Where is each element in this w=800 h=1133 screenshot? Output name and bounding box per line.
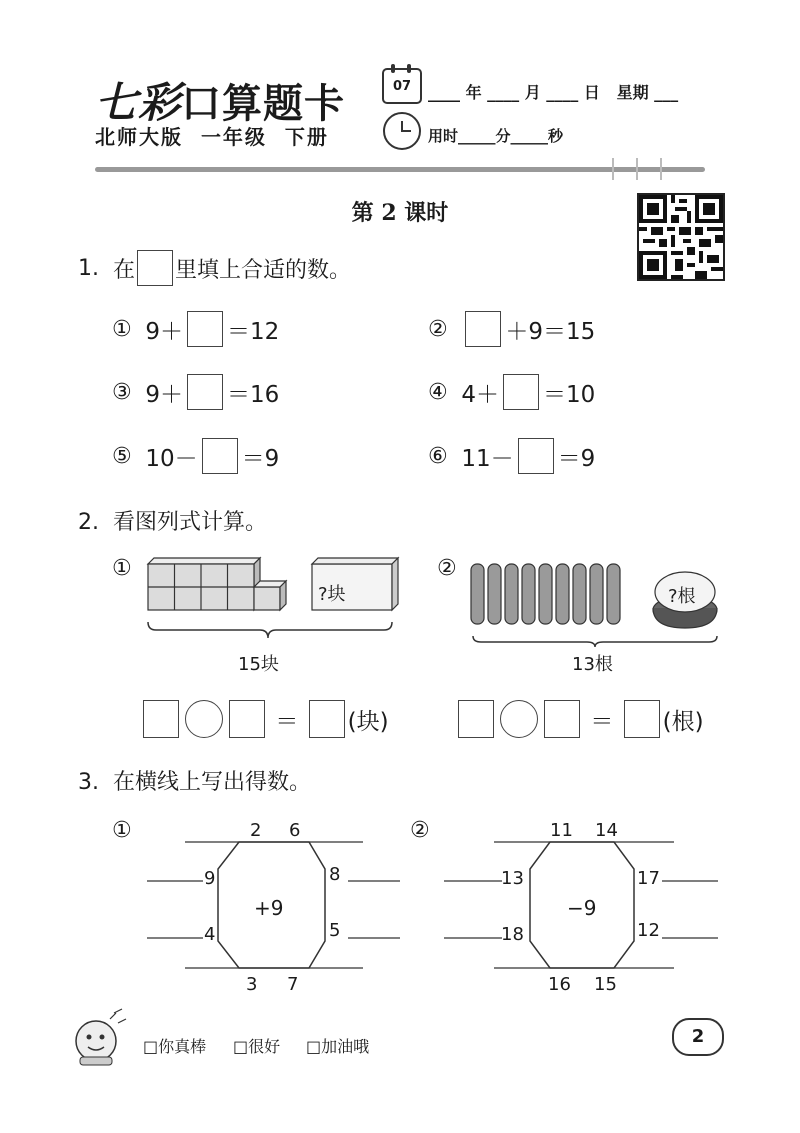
bag-label-sticks: ?根 bbox=[668, 586, 696, 607]
divider-pin bbox=[612, 158, 614, 180]
question-1-title: 1. 在 里填上合适的数。 bbox=[78, 250, 351, 286]
operator-circle[interactable] bbox=[185, 700, 223, 738]
answer-box[interactable] bbox=[187, 374, 223, 410]
qr-code-icon bbox=[637, 193, 725, 281]
q1-item-6: ⑥ 11－ ＝9 bbox=[428, 438, 595, 474]
question-3-title: 3. 在横线上写出得数。 bbox=[78, 770, 312, 795]
question-2-title: 2. 看图列式计算。 bbox=[78, 510, 268, 535]
q1-item-1: ① 9＋ ＝12 bbox=[112, 311, 279, 347]
left-number: 13 bbox=[501, 868, 524, 889]
bottom-number: 3 bbox=[246, 974, 258, 995]
answer-box[interactable] bbox=[309, 700, 345, 738]
q1-item-3: ③ 9＋ ＝16 bbox=[112, 374, 279, 410]
left-number: 18 bbox=[501, 924, 524, 945]
answer-box[interactable] bbox=[503, 374, 539, 410]
rating-option-keep-going[interactable]: □加油哦 bbox=[306, 1037, 370, 1056]
top-number: 14 bbox=[595, 820, 618, 841]
divider-pin bbox=[636, 158, 638, 180]
q2-marker-2: ② bbox=[437, 556, 457, 581]
center-operation: −9 bbox=[567, 896, 597, 920]
sticks-total: 13根 bbox=[572, 654, 613, 675]
edition-line: 北师大版 一年级 下册 bbox=[95, 125, 329, 149]
answer-box[interactable] bbox=[229, 700, 265, 738]
center-operation: +9 bbox=[254, 896, 284, 920]
answer-box[interactable] bbox=[518, 438, 554, 474]
answer-box[interactable] bbox=[187, 311, 223, 347]
answer-box-sample bbox=[137, 250, 173, 286]
right-number: 8 bbox=[329, 864, 341, 885]
answer-box[interactable] bbox=[458, 700, 494, 738]
rating-option-good[interactable]: □很好 bbox=[233, 1037, 281, 1056]
calendar-icon: 07 bbox=[382, 68, 422, 104]
divider-pin bbox=[660, 158, 662, 180]
q2-equation-2: ＝ (根) bbox=[455, 700, 704, 738]
operator-circle[interactable] bbox=[500, 700, 538, 738]
left-number: 4 bbox=[204, 924, 216, 945]
q2-equation-1: ＝ (块) bbox=[140, 700, 389, 738]
top-number: 6 bbox=[289, 820, 301, 841]
q3-marker-2: ② bbox=[410, 818, 430, 843]
bag-label-blocks: ?块 bbox=[318, 580, 346, 606]
mascot-icon bbox=[70, 1005, 132, 1067]
rating-option-great[interactable]: □你真棒 bbox=[143, 1037, 207, 1056]
top-number: 11 bbox=[550, 820, 573, 841]
blocks-total: 15块 bbox=[238, 654, 279, 675]
right-number: 5 bbox=[329, 920, 341, 941]
bottom-number: 7 bbox=[287, 974, 299, 995]
brand-title: 七彩口算题卡 bbox=[95, 78, 346, 127]
q2-marker-1: ① bbox=[112, 556, 132, 581]
clock-icon bbox=[383, 112, 421, 150]
bottom-number: 16 bbox=[548, 974, 571, 995]
q1-item-4: ④ 4＋ ＝10 bbox=[428, 374, 595, 410]
top-number: 2 bbox=[250, 820, 262, 841]
right-number: 17 bbox=[637, 868, 660, 889]
answer-box[interactable] bbox=[624, 700, 660, 738]
q1-item-2: ② ＋9＝15 bbox=[428, 311, 595, 347]
left-number: 9 bbox=[204, 868, 216, 889]
answer-box[interactable] bbox=[465, 311, 501, 347]
bottom-number: 15 bbox=[594, 974, 617, 995]
blocks-illustration bbox=[140, 552, 405, 647]
date-line: ____ 年 ____ 月 ____ 日 星期 ___ bbox=[428, 83, 679, 102]
answer-box[interactable] bbox=[143, 700, 179, 738]
time-line: 用时_____分_____秒 bbox=[428, 127, 564, 145]
lesson-title: 第 2 课时 bbox=[351, 200, 449, 226]
answer-box[interactable] bbox=[544, 700, 580, 738]
q1-item-5: ⑤ 10－ ＝9 bbox=[112, 438, 279, 474]
right-number: 12 bbox=[637, 920, 660, 941]
page-number: 2 bbox=[672, 1018, 724, 1056]
answer-box[interactable] bbox=[202, 438, 238, 474]
q3-marker-1: ① bbox=[112, 818, 132, 843]
